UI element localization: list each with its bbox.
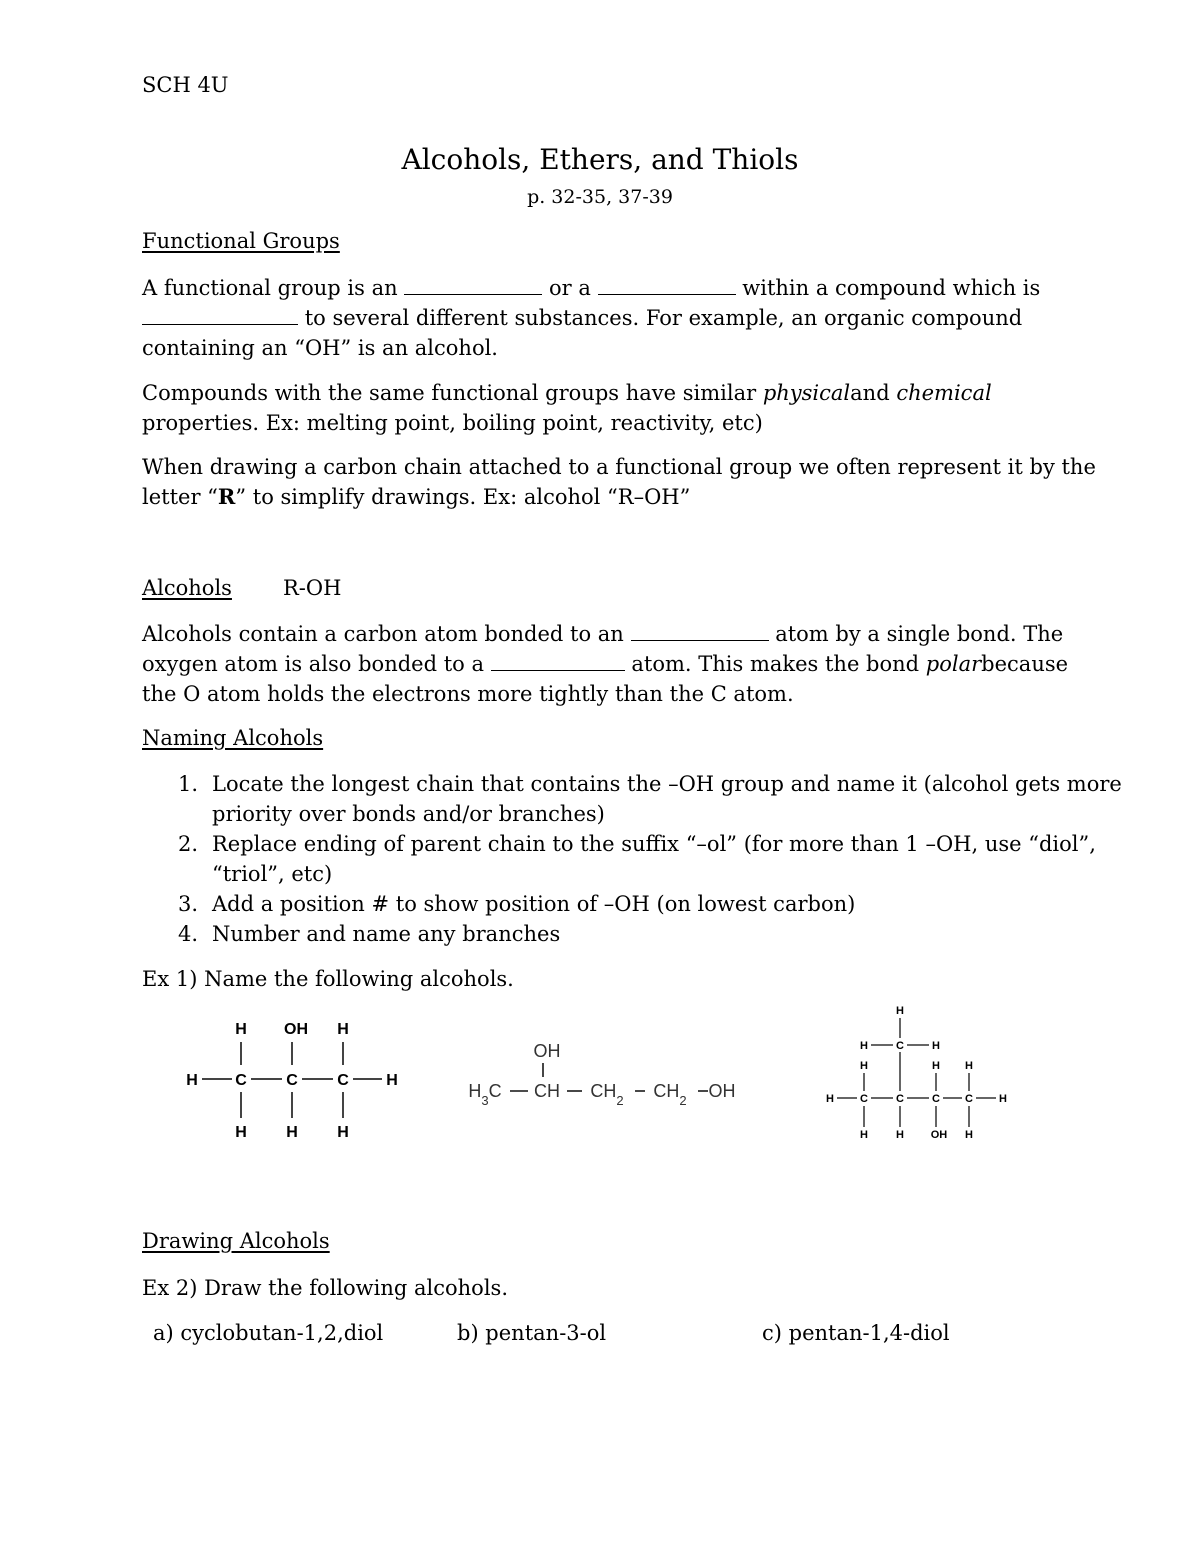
atom-h: H xyxy=(286,1124,298,1141)
fg-paragraph-2-line-1 xyxy=(142,378,992,408)
chemical-emphasis: chemical xyxy=(896,381,992,405)
fg-paragraph-2-line-2: properties. Ex: melting point, boiling point, reactivity, etc) xyxy=(142,411,763,435)
atom-h: H xyxy=(999,1093,1007,1105)
structure-2-diagram xyxy=(460,1035,750,1105)
atom-c: C xyxy=(337,1072,349,1089)
alcohol-general-formula: R-OH xyxy=(283,576,342,600)
alcohols-paragraph-line-1 xyxy=(142,619,1063,649)
draw-item-b: b) pentan-3-ol xyxy=(457,1321,607,1345)
group-h3c: $H_3C$ xyxy=(468,1081,502,1105)
atom-h: H xyxy=(932,1060,940,1072)
group-ch: CH xyxy=(534,1081,560,1101)
atom-oh: OH xyxy=(930,1129,948,1141)
atom-c: C xyxy=(286,1072,298,1089)
example-1-prompt: Ex 1) Name the following alcohols. xyxy=(142,967,514,991)
naming-step-1-cont: priority over bonds and/or branches) xyxy=(212,802,605,826)
polar-emphasis: polar xyxy=(925,652,982,676)
draw-item-c: c) pentan-1,4-diol xyxy=(762,1321,950,1345)
atom-h: H xyxy=(860,1040,868,1052)
r-letter: R xyxy=(217,484,236,509)
atom-h: H xyxy=(860,1129,868,1141)
naming-step-3 xyxy=(178,889,855,919)
functional-groups-heading: Functional Groups xyxy=(142,229,340,253)
alc-text: atom by a single bond. The xyxy=(775,622,1064,646)
atom-h: H xyxy=(235,1021,247,1038)
atom-c: C xyxy=(896,1093,904,1105)
atom-h: H xyxy=(896,1129,904,1141)
naming-step-2 xyxy=(178,829,1096,859)
atom-c: C xyxy=(932,1093,940,1105)
alc-text: oxygen atom is also bonded to a xyxy=(142,652,484,676)
drawing-alcohols-heading: Drawing Alcohols xyxy=(142,1229,330,1253)
fg-paragraph-3-line-1: When drawing a carbon chain attached to a functional group we often represent it by the xyxy=(142,455,1096,479)
naming-step-4 xyxy=(178,919,560,949)
atom-h: H xyxy=(896,1005,904,1017)
page-references: p. 32-35, 37-39 xyxy=(527,186,673,208)
atom-h: H xyxy=(965,1060,973,1072)
group-ch2: $CH_2$ xyxy=(653,1081,687,1105)
alcohols-paragraph-line-3: the O atom holds the electrons more tightly than the C atom. xyxy=(142,682,794,706)
answer-blank[interactable] xyxy=(631,622,769,641)
page-title: Alcohols, Ethers, and Thiols xyxy=(401,143,799,176)
fg-text: and xyxy=(850,381,890,405)
atom-h: H xyxy=(386,1072,398,1089)
answer-blank[interactable] xyxy=(598,276,736,295)
fg-paragraph-line-1 xyxy=(142,273,1040,303)
fg-paragraph-line-3: containing an “OH” is an alcohol. xyxy=(142,336,498,360)
atom-c: C xyxy=(965,1093,973,1105)
fg-text: Compounds with the same functional groups have similar xyxy=(142,381,757,405)
step-text: Locate the longest chain that contains the –OH group and name it (alcohol gets more xyxy=(212,772,1122,796)
atom-oh: OH xyxy=(284,1021,308,1038)
step-number: 3. xyxy=(178,892,199,916)
step-number: 4. xyxy=(178,922,199,946)
answer-blank[interactable] xyxy=(142,306,298,325)
atom-h: H xyxy=(337,1124,349,1141)
group-ch2: $CH_2$ xyxy=(590,1081,624,1105)
fg-text: to several different substances. For example, an organic compound xyxy=(304,306,1023,330)
course-code: SCH 4U xyxy=(142,73,229,97)
atom-c: C xyxy=(860,1093,868,1105)
step-text: Replace ending of parent chain to the suffix “–ol” (for more than 1 –OH, use “diol”, xyxy=(212,832,1096,856)
alc-text: Alcohols contain a carbon atom bonded to an xyxy=(142,622,624,646)
atom-h: H xyxy=(337,1021,349,1038)
alcohols-heading: Alcohols xyxy=(142,576,232,600)
naming-step-1 xyxy=(178,769,1122,799)
atom-h: H xyxy=(860,1060,868,1072)
structure-3-diagram xyxy=(820,1000,1020,1150)
physical-emphasis: physical xyxy=(762,381,851,405)
fg-text: ” to simplify drawings. Ex: alcohol “R–OH” xyxy=(235,485,691,509)
naming-step-2-cont: “triol”, etc) xyxy=(212,862,333,886)
fg-paragraph-line-2 xyxy=(142,303,1022,333)
atom-c: C xyxy=(235,1072,247,1089)
fg-text: A functional group is an xyxy=(142,276,398,300)
fg-text: within a compound which is xyxy=(742,276,1041,300)
fg-text: or a xyxy=(549,276,591,300)
atom-c: C xyxy=(896,1040,904,1052)
fg-paragraph-3-line-2 xyxy=(142,482,690,512)
step-number: 2. xyxy=(178,832,199,856)
atom-h: H xyxy=(965,1129,973,1141)
atom-oh: OH xyxy=(708,1081,736,1101)
alc-text: because xyxy=(981,652,1069,676)
answer-blank[interactable] xyxy=(491,652,625,671)
step-number: 1. xyxy=(178,772,199,796)
answer-blank[interactable] xyxy=(404,276,542,295)
alc-text: atom. This makes the bond xyxy=(631,652,920,676)
example-2-prompt: Ex 2) Draw the following alcohols. xyxy=(142,1276,508,1300)
naming-alcohols-heading: Naming Alcohols xyxy=(142,726,324,750)
atom-h: H xyxy=(932,1040,940,1052)
alcohols-paragraph-line-2 xyxy=(142,649,1068,679)
atom-h: H xyxy=(826,1093,834,1105)
atom-h: H xyxy=(235,1124,247,1141)
step-text: Number and name any branches xyxy=(212,922,561,946)
atom-h: H xyxy=(186,1072,198,1089)
draw-item-a: a) cyclobutan-1,2,diol xyxy=(153,1321,384,1345)
fg-text: letter “ xyxy=(142,485,218,509)
step-text: Add a position # to show position of –OH (on lowest carbon) xyxy=(212,892,856,916)
atom-oh: OH xyxy=(533,1041,561,1061)
structure-1-diagram xyxy=(170,1010,410,1150)
structure-3-bonds xyxy=(837,1018,996,1127)
